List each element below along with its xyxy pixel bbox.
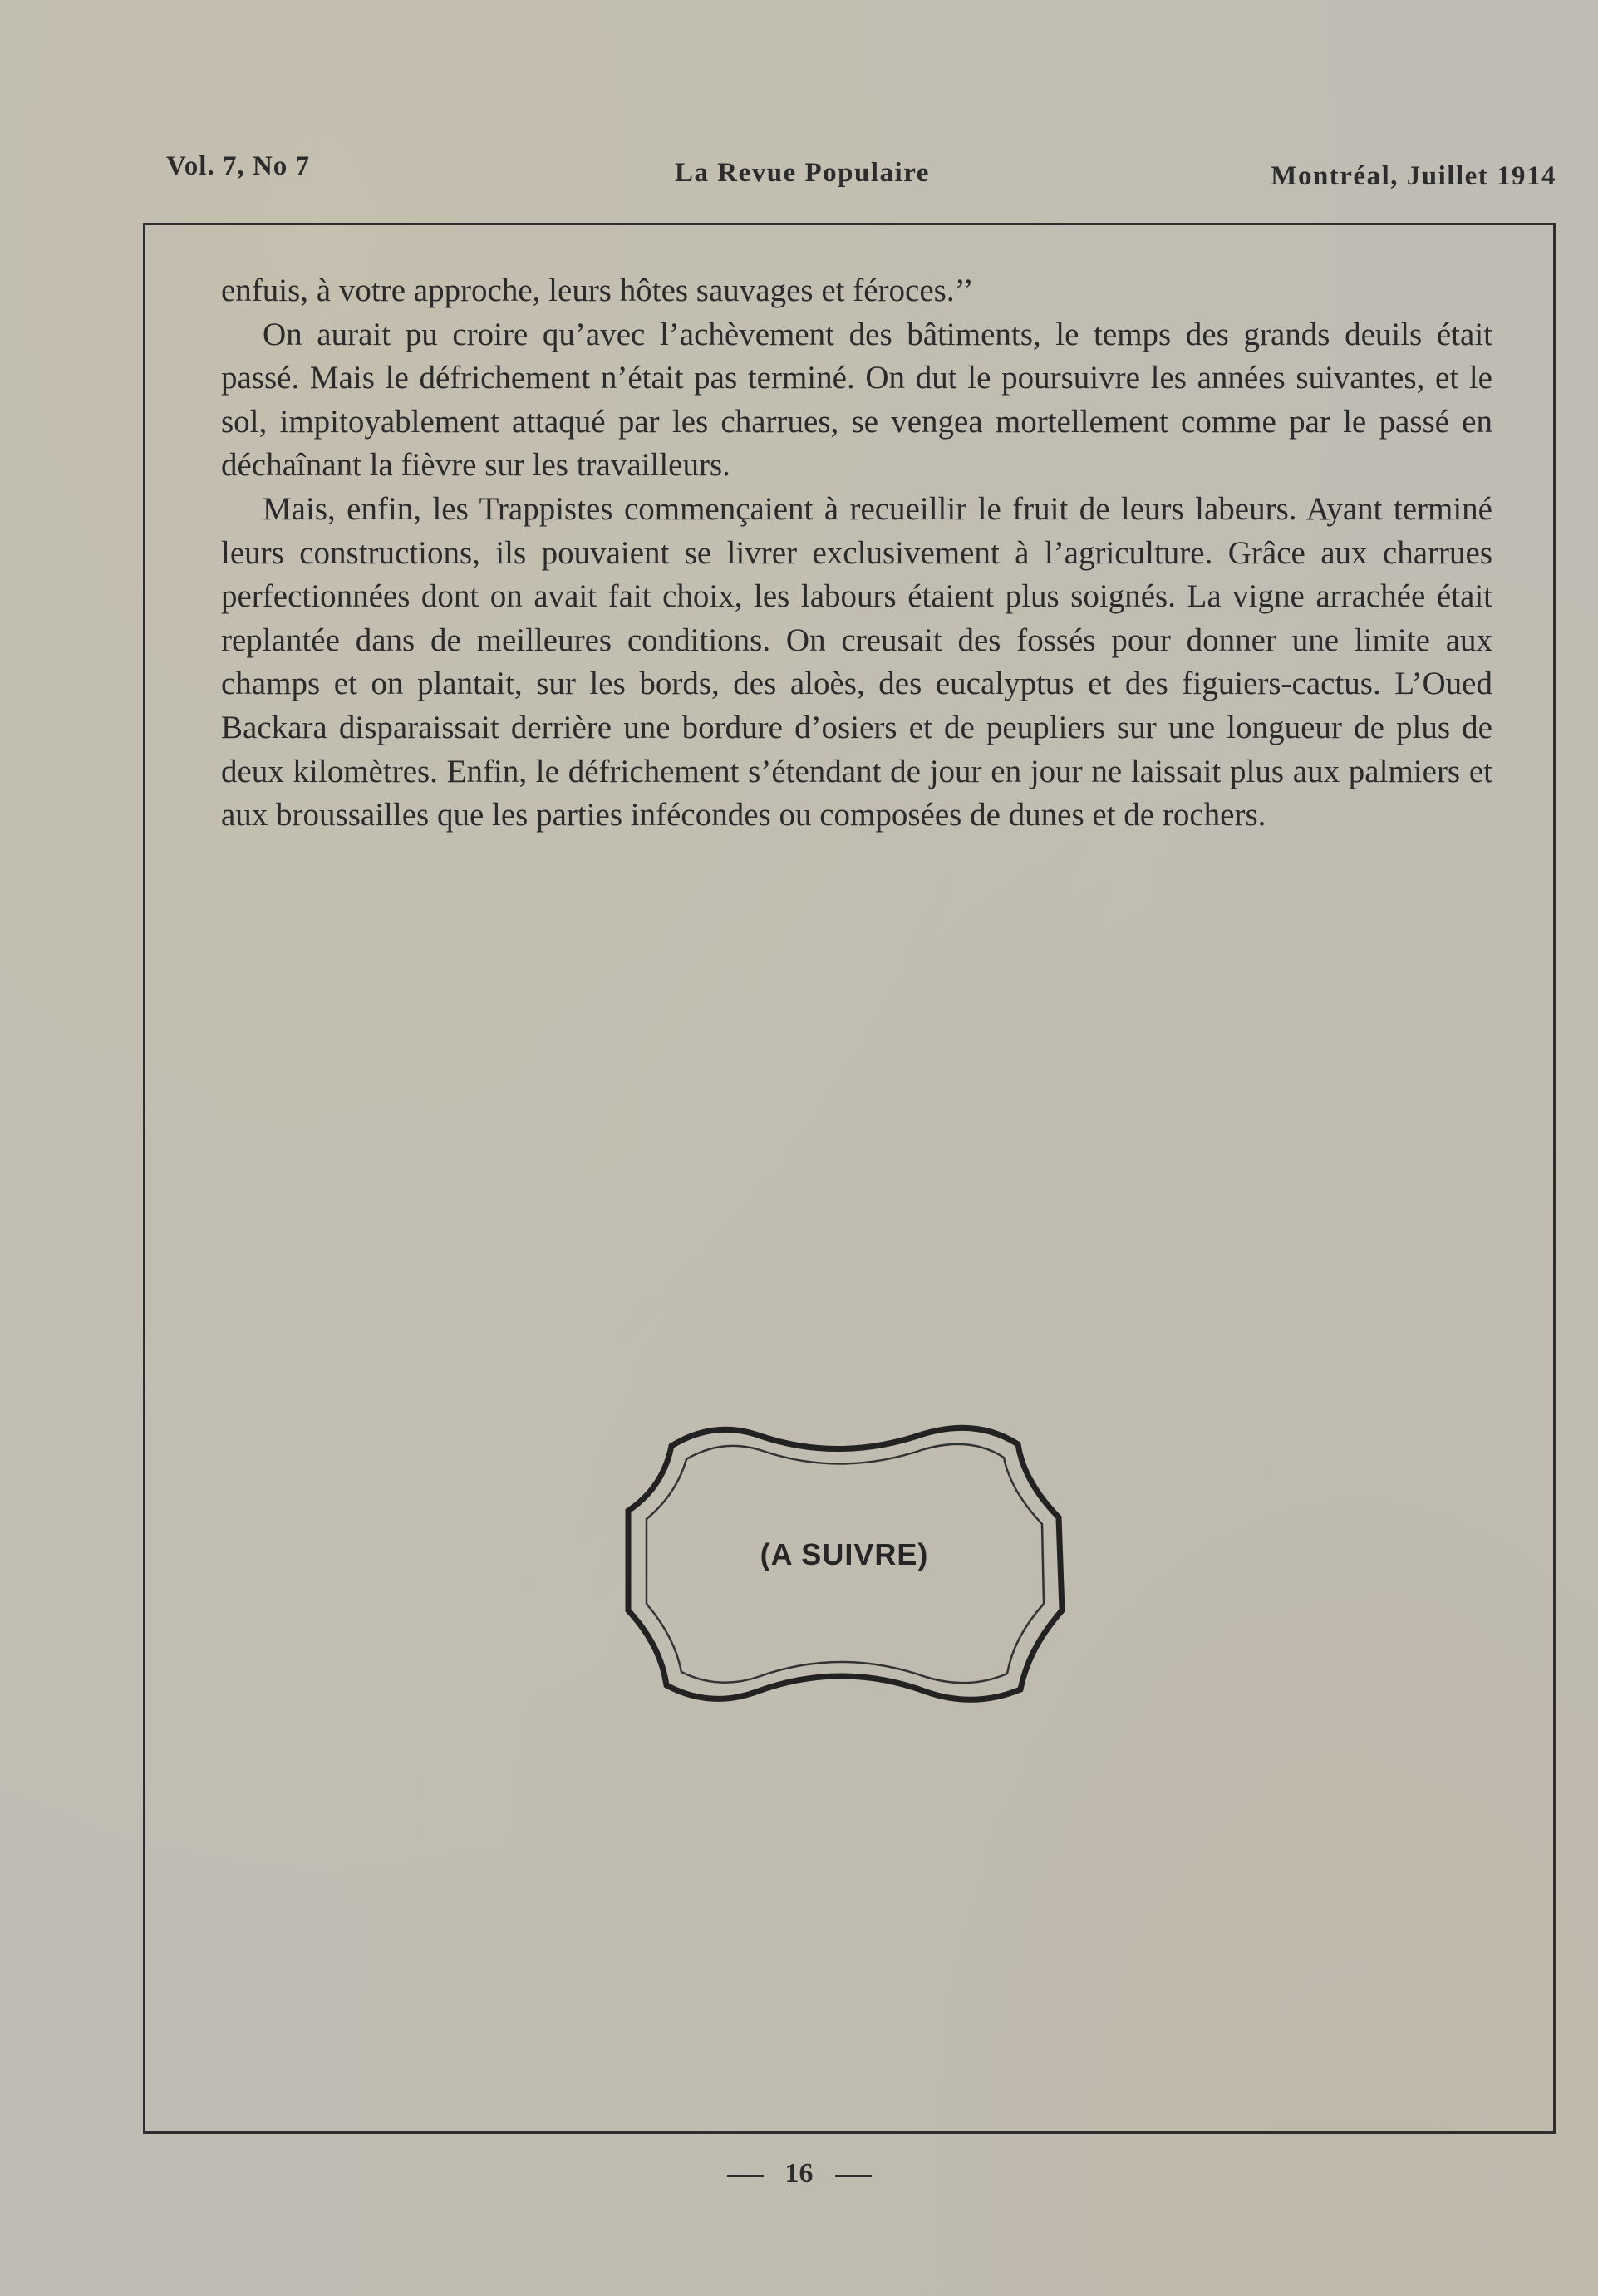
volume-number: Vol. 7, No 7 (166, 151, 311, 181)
paragraph-3: Mais, enfin, les Trappistes commençaient à recueillir le fruit de leurs labeurs. Ayant terminé leurs constructions, ils pouvaient se livrer exclusivement à l’agriculture. Grâce aux charrues perfectionnées dont on avait fait choix, les labours étaient plus soignés. La vigne arrachée était replantée dans de meilleures conditions. On creusait des fossés pour donner une limite aux champs et on plantait, sur les bords, des aloès, des eucalyptus et des figuiers-cactus. L’Oued Backara disparaissait derrière une bordure d’osiers et de peupliers sur une longueur de plus de deux kilomètres. Enfin, le défrichement s’étendant de jour en jour ne laissait plus aux palmiers et aux broussailles que les parties infécondes ou composées de dunes et de rochers. (221, 490, 1492, 833)
folio-dash-left (727, 2175, 764, 2177)
article-body (221, 269, 1492, 838)
page-number: 16 (784, 2158, 814, 2189)
page-folio (0, 2158, 1598, 2190)
paragraph-2: On aurait pu croire qu’avec l’achèvement des bâtiments, le temps des grands deuils était passé. Mais le défrichement n’était pas terminé. On dut le poursuivre les années suivantes, et le sol, impitoyablement attaqué par les charrues, se vengea mortellement comme par le passé en déchaînant la fièvre sur les travailleurs. (221, 316, 1492, 484)
paragraph-1: enfuis, à votre approche, leurs hôtes sauvages et féroces.’’ (221, 273, 974, 308)
issue-date: Montréal, Juillet 1914 (1271, 161, 1556, 191)
a-suivre-label: (A SUIVRE) (760, 1537, 929, 1571)
folio-dash-right (835, 2175, 872, 2177)
continued-cartouche (623, 1411, 1065, 1712)
publication-title: La Revue Populaire (675, 158, 930, 188)
running-header (166, 151, 1556, 193)
